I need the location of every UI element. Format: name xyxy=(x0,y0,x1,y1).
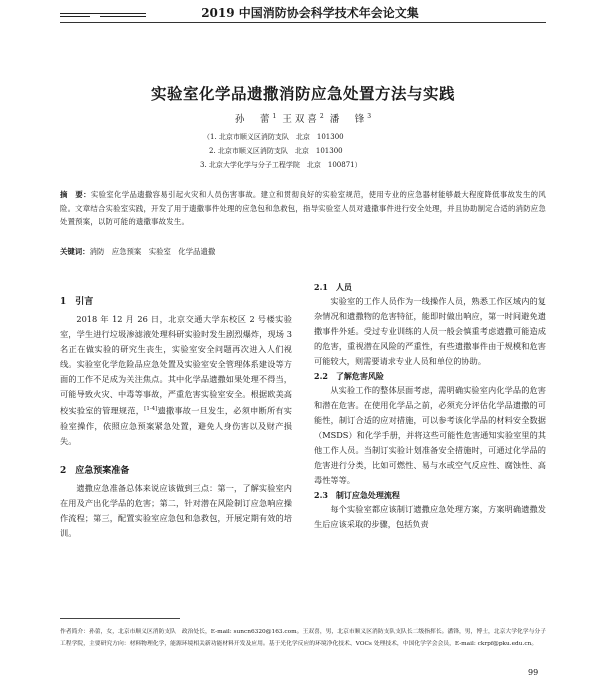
author-name: 潘 锋 xyxy=(329,114,368,125)
section-heading-preparation: 2 应急预案准备 xyxy=(60,465,130,476)
preparation-paragraph: 遗撒应急准备总体来说应该做到三点：第一，了解实验室内在用及产出化学品的危害；第二，针对潜在风险制订应急响应操作流程；第三，配置实验室应急包和急救包，开展定期有效的培训。 xyxy=(60,482,292,538)
left-column xyxy=(60,292,292,541)
author-line xyxy=(60,111,546,125)
affiliation-1: （1. 北京市顺义区消防支队 北京 101300 xyxy=(203,133,344,141)
affiliation-2: 2. 北京市顺义区消防支队 北京 101300 xyxy=(209,147,343,155)
affiliation-3: 3. 北京大学化学与分子工程学院 北京 100871） xyxy=(200,161,362,169)
keywords xyxy=(60,246,546,258)
abstract-text: 实验室化学品遗撒容易引起火灾和人员伤害事故。建立和贯彻良好的实验室规范，使用专业的应急器材能够最大程度降低事故发生的风险。文章结合实验室实践，开发了用于遗撒事件处理的应急包和急救包，指导实验室人员对遗撒事件进行安全处理，并且协助制定合适的消防应急处置预案，以防可能的遗撒事故发生。 xyxy=(60,190,546,226)
author-sup: 1 xyxy=(272,112,277,120)
intro-paragraph xyxy=(60,312,292,449)
author-name: 孙 蕾 xyxy=(234,114,273,125)
procedure-paragraph: 每个实验室都应该制订遗撒应急处理方案，方案明确遗撒发生后应该采取的步骤，包括负责 xyxy=(314,504,546,529)
header-decoration xyxy=(60,13,146,16)
author-footnote: 作者简介：孙蕾，女，北京市顺义区消防支队 政治处长，E-mail: suncn6320@163.com。王双喜，男，北京市顺义区消防支队支队长二级指挥长。潘锋，男，博士，北京大学化学与分子工程学院，主要研究方向：材料物理化学，能源环境相关新功能材料开发及应用。基于光化学反应的环境净化技术、VOCs 处理技术，中国化学学会会员，E-mail: ckrpf@pku.edu.cn。 xyxy=(60,629,546,647)
keywords-label: 关键词： xyxy=(60,247,90,256)
subsection-heading-personnel: 2.1 人员 xyxy=(314,282,352,292)
intro-text-b: 遗撒事故一旦发生，必须申断所有实验室操作，依照应急预案紧急处置，避免人身伤害以及财产损失。 xyxy=(60,405,292,446)
page-number: 99 xyxy=(528,668,539,677)
abstract-label: 摘 要： xyxy=(60,190,91,199)
journal-title: 2019 中国消防协会科学技术年会论文集 xyxy=(201,6,419,20)
footnote-rule xyxy=(60,618,180,619)
keywords-text: 消防 应急预案 实验室 化学品遗撒 xyxy=(89,247,216,256)
citation-ref: [1-4] xyxy=(144,406,158,412)
abstract xyxy=(60,188,546,229)
personnel-paragraph: 实验室的工作人员作为一线操作人员，熟悉工作区域内的复杂情况和遗撒物的危害特征，能即时做出响应，第一时间避免遗撒事件外延。受过专业训练的人员一般会慎重考虑遗撒可能造成的危害，重视潜在风险的严重性，有些遗撒事件由于规模和危害可能较大，则需要请求专业人员和单位的协助。 xyxy=(314,296,546,366)
subsection-heading-procedure: 2.3 制订应急处理流程 xyxy=(314,490,400,500)
intro-text-a: 2018 年 12 月 26 日，北京交通大学东校区 2 号楼实验室，学生进行垃圾渗滤液处理科研实验时发生剧烈爆炸，现场 3 名正在做实验的研究生丧生，实验室安全问题再次进入人们视线。实验室化学危险品应急处置及实验室安全管理体系建设等方面的工作不足成为关注焦点。其中化学品遗撒如果处理不得当，可能导致火灾、中毒等事故，严重危害实验室安全。根据欧美高校实验室的管理规范， xyxy=(60,314,292,416)
author-sup: 2 xyxy=(319,112,324,120)
section-heading-intro: 1 引言 xyxy=(60,297,94,307)
risk-paragraph: 从实验工作的整体层面考虑，需明确实验室内化学品的危害和潜在危害。在使用化学品之前，必须充分评估化学品遗撒的可能性，制订合适的应对措施，可以参考该化学品的材料安全数据（MSDS）和化学手册，并将这些可能性危害通知实验室里的其他工作人员。当制订实验计划准备安全措施时，可通过化学品的危害进行分类，比如可燃性、易与水或空气反应性、腐蚀性、高毒性等等。 xyxy=(314,385,546,485)
subsection-heading-risk: 2.2 了解危害风险 xyxy=(314,371,384,381)
paper-title: 实验室化学品遗撒消防应急处置方法与实践 xyxy=(150,84,455,103)
author-sup: 3 xyxy=(367,112,372,120)
right-column xyxy=(314,280,546,532)
author-name: 王双喜 xyxy=(282,114,320,125)
header-rule xyxy=(60,22,546,23)
